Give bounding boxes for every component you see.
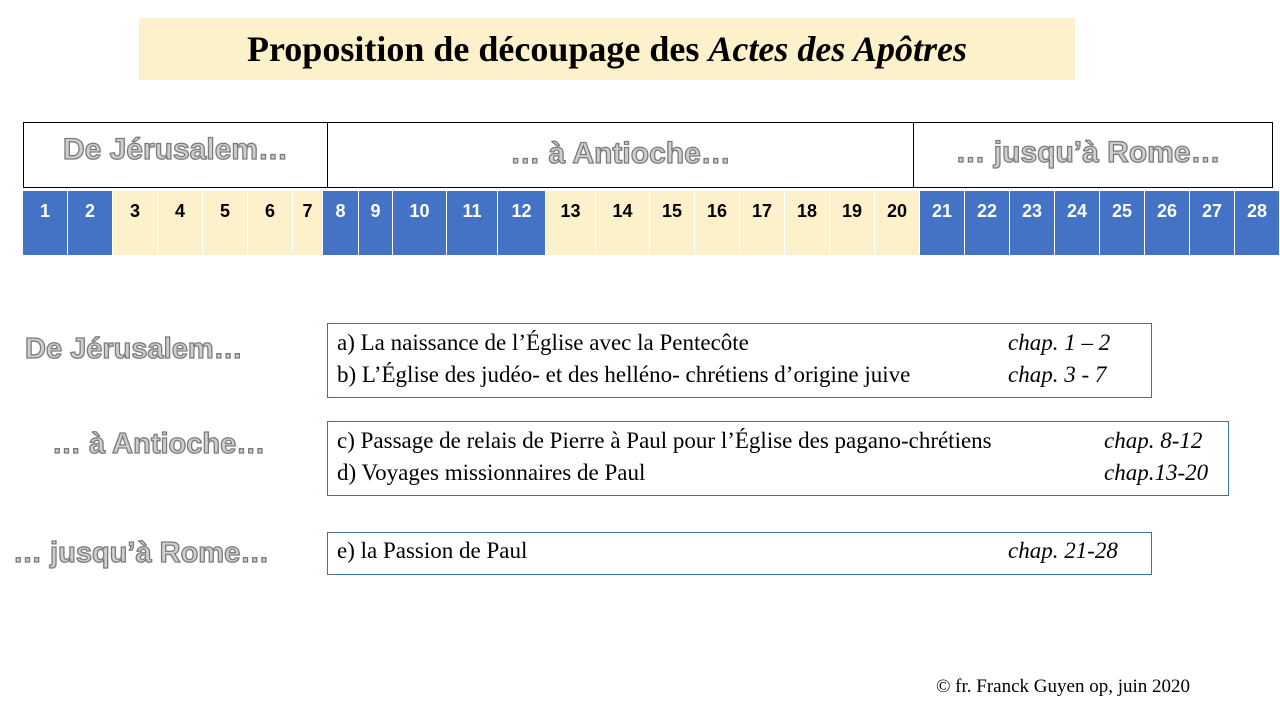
detail-item-text: c) Passage de relais de Pierre à Paul pour l’Église des pagano-chrétiens [337, 428, 992, 453]
section-label-jerusalem: De Jérusalem… [62, 133, 289, 166]
detail-item-text: b) L’Église des judéo- et des helléno- chrétiens d’origine juive [337, 362, 911, 387]
chapter-cell: 7 [293, 191, 323, 255]
page-title [139, 18, 1075, 80]
chapter-cell: 10 [393, 191, 447, 255]
detail-box-rome [327, 532, 1152, 575]
chapter-cell: 4 [158, 191, 203, 255]
detail-item [337, 460, 1218, 492]
section-label-rome: … jusqu’à Rome… [955, 136, 1221, 169]
detail-label-antioche: … à Antioche… [52, 428, 266, 460]
detail-item [337, 330, 1141, 362]
detail-item-text: d) Voyages missionnaires de Paul [337, 460, 646, 485]
title-prefix: Proposition de découpage des [246, 29, 709, 69]
chapter-cell: 13 [546, 191, 596, 255]
detail-box-jerusalem [327, 323, 1152, 398]
chapter-cell: 17 [740, 191, 785, 255]
chapter-cell: 26 [1145, 191, 1190, 255]
section-jerusalem [23, 122, 328, 188]
chapter-cell: 2 [68, 191, 113, 255]
chapter-cell: 11 [447, 191, 498, 255]
section-antioche [327, 122, 914, 188]
section-rome [913, 122, 1273, 188]
detail-item-ref: chap. 21-28 [1008, 538, 1118, 563]
chapter-cell: 9 [359, 191, 393, 255]
chapter-cell: 14 [596, 191, 650, 255]
chapter-cell: 12 [498, 191, 546, 255]
detail-item-ref: chap. 3 - 7 [1008, 362, 1107, 387]
chapter-cell: 22 [965, 191, 1010, 255]
detail-item [337, 428, 1218, 460]
copyright-notice: © fr. Franck Guyen op, juin 2020 [936, 676, 1191, 697]
chapter-cell: 3 [113, 191, 158, 255]
chapter-cell: 27 [1190, 191, 1235, 255]
chapter-cell: 19 [830, 191, 875, 255]
chapter-timeline [23, 191, 1280, 255]
chapter-cell: 18 [785, 191, 830, 255]
detail-item-ref: chap. 1 – 2 [1008, 330, 1111, 355]
chapter-cell: 23 [1010, 191, 1055, 255]
detail-item [337, 538, 1141, 570]
detail-item-ref: chap.13-20 [1104, 460, 1209, 485]
detail-item [337, 362, 1141, 394]
detail-box-antioche [327, 421, 1229, 496]
chapter-cell: 8 [323, 191, 359, 255]
chapter-cell: 28 [1235, 191, 1280, 255]
chapter-cell: 20 [875, 191, 920, 255]
chapter-cell: 21 [920, 191, 965, 255]
chapter-cell: 5 [203, 191, 248, 255]
detail-item-text: e) la Passion de Paul [337, 538, 528, 563]
section-label-antioche: … à Antioche… [510, 137, 731, 170]
chapter-cell: 16 [695, 191, 740, 255]
detail-item-ref: chap. 8-12 [1104, 428, 1203, 453]
title-italic: Actes des Apôtres [708, 29, 968, 69]
detail-item-text: a) La naissance de l’Église avec la Pentecôte [337, 330, 749, 355]
detail-label-jerusalem: De Jérusalem… [25, 333, 243, 365]
chapter-cell: 24 [1055, 191, 1100, 255]
chapter-cell: 1 [23, 191, 68, 255]
chapter-cell: 6 [248, 191, 293, 255]
chapter-cell: 25 [1100, 191, 1145, 255]
detail-label-rome: … jusqu’à Rome… [13, 537, 270, 569]
chapter-cell: 15 [650, 191, 695, 255]
